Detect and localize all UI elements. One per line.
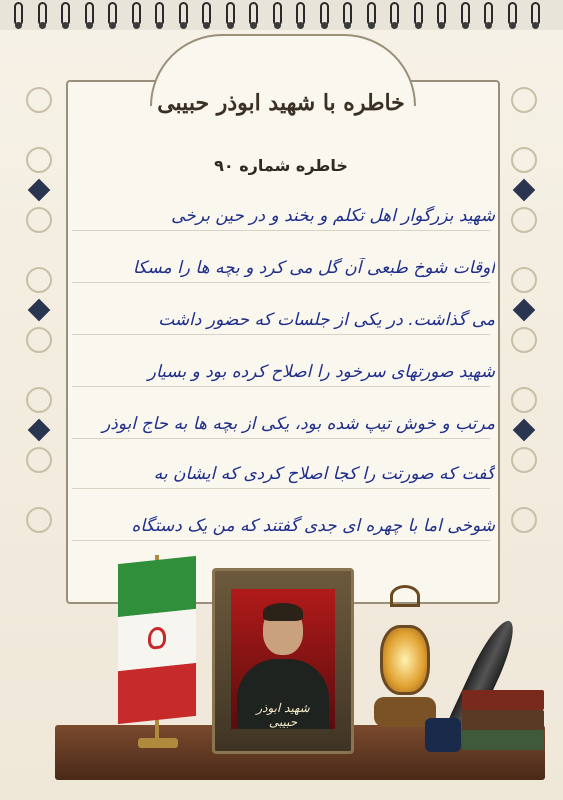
- handwritten-line: گفت که صورتت را کجا اصلاح کردی که ایشان به: [153, 464, 495, 484]
- spiral-hole: [462, 22, 469, 29]
- spiral-hole: [227, 22, 234, 29]
- handwritten-line: شوخی اما با چهره ای جدی گفتند که من یک دستگاه: [131, 516, 495, 536]
- flag-base: [138, 738, 178, 748]
- spiral-hole: [109, 22, 116, 29]
- left-ornament: [22, 70, 56, 550]
- book-spine: [462, 730, 544, 750]
- ruled-line: [72, 334, 490, 335]
- lantern-icon: [370, 585, 440, 735]
- spiral-hole: [485, 22, 492, 29]
- handwritten-line: می گذاشت. در یکی از جلسات که حضور داشت: [158, 310, 495, 330]
- spiral-hole: [203, 22, 210, 29]
- spiral-hole: [297, 22, 304, 29]
- inkwell-icon: [425, 718, 461, 752]
- spiral-hole: [391, 22, 398, 29]
- martyr-portrait: [231, 589, 335, 729]
- spiral-hole: [532, 22, 539, 29]
- handwritten-line: شهید بزرگوار اهل تکلم و بخند و در حین برخی: [171, 206, 495, 226]
- spiral-hole: [86, 22, 93, 29]
- spiral-hole: [274, 22, 281, 29]
- photo-caption: شهید ابوذر حبیبی: [256, 701, 310, 729]
- spiral-hole: [39, 22, 46, 29]
- spiral-hole: [438, 22, 445, 29]
- handwritten-line: شهید صورتهای سرخود را اصلاح کرده بود و بسیار: [147, 362, 495, 382]
- spiral-hole: [509, 22, 516, 29]
- ruled-line: [72, 386, 490, 387]
- ruled-line: [72, 230, 490, 231]
- handwritten-line: اوقات شوخ طبعی آن گل می کرد و بچه ها را مسکا: [132, 258, 495, 278]
- ruled-line: [72, 438, 490, 439]
- book-spine: [462, 710, 544, 730]
- page-title: خاطره با شهید ابوذر حبیبی: [157, 90, 405, 116]
- notebook-spiral: [0, 0, 563, 30]
- spiral-hole: [368, 22, 375, 29]
- books-icon: [462, 690, 544, 710]
- spiral-hole: [180, 22, 187, 29]
- handwritten-line: مرتب و خوش تیپ شده بود، یکی از بچه ها به حاج ابوذر: [102, 414, 495, 434]
- martyr-photo-frame: [212, 568, 354, 754]
- right-ornament: [507, 70, 541, 550]
- ruled-line: [72, 540, 490, 541]
- ruled-line: [72, 488, 490, 489]
- ruled-line: [72, 282, 490, 283]
- spiral-hole: [415, 22, 422, 29]
- spiral-hole: [133, 22, 140, 29]
- memory-number: خاطره شماره ۹۰: [214, 156, 348, 175]
- spiral-hole: [156, 22, 163, 29]
- spiral-hole: [62, 22, 69, 29]
- spiral-hole: [250, 22, 257, 29]
- spiral-hole: [344, 22, 351, 29]
- iran-flag-icon: [118, 556, 196, 724]
- spiral-hole: [321, 22, 328, 29]
- spiral-hole: [15, 22, 22, 29]
